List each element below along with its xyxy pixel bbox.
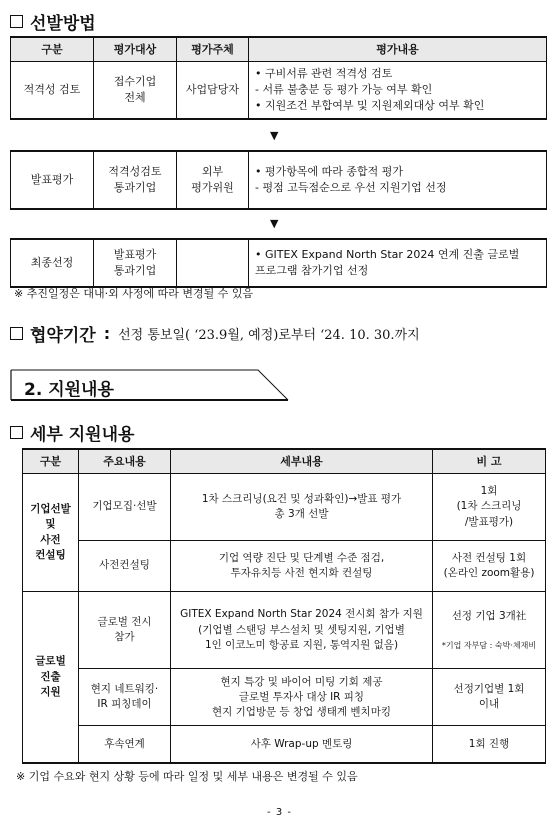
checkbox-square-icon bbox=[10, 426, 23, 439]
contract-colon: : bbox=[103, 324, 111, 343]
section-title-box bbox=[10, 369, 290, 402]
support-note: ※ 기업 수요와 현지 상황 등에 따라 일정 및 세부 내용은 변경될 수 있음 bbox=[16, 770, 358, 783]
selection-heading bbox=[10, 9, 96, 34]
header-item: 주요내용 bbox=[79, 449, 171, 474]
row-target: 발표평가 통과기업 bbox=[94, 239, 177, 287]
checkbox-square-icon bbox=[10, 15, 23, 28]
selection-row-table bbox=[10, 238, 547, 288]
selection-table bbox=[10, 36, 547, 120]
row-content: • 구비서류 관련 적격성 검토 - 서류 불충분 등 평가 가능 여부 확인 • 지원조건 부합여부 및 지원제외대상 여부 확인 bbox=[249, 62, 547, 120]
group-label-1: 기업선발 및 사전 컨설팅 bbox=[23, 474, 79, 592]
contract-value: 선정 통보일( ‘23.9월, 예정)로부터 ‘24. 10. 30.까지 bbox=[118, 328, 420, 343]
row-stage: 발표평가 bbox=[11, 151, 94, 209]
row-remark-cell bbox=[433, 592, 546, 669]
header-stage: 구분 bbox=[11, 37, 94, 62]
contract-label: 협약기간 bbox=[30, 326, 96, 346]
row-item: 글로벌 전시 참가 bbox=[79, 592, 171, 669]
row-detail: 현지 특강 및 바이어 미팅 기회 제공 글로벌 투자사 대상 IR 피칭 현지 기업방문 등 창업 생태계 벤치마킹 bbox=[171, 669, 433, 726]
row-target: 적격성검토 통과기업 bbox=[94, 151, 177, 209]
group-label-2: 글로벌 진출 지원 bbox=[23, 592, 79, 764]
row-content: • 평가항목에 따라 종합적 평가 - 평점 고득점순으로 우선 지원기업 선정 bbox=[249, 151, 547, 209]
row-stage: 적격성 검토 bbox=[11, 62, 94, 120]
section-title: 2. 지원내용 bbox=[24, 380, 114, 400]
table-row bbox=[23, 669, 546, 726]
row-item: 사전컨설팅 bbox=[79, 541, 171, 592]
selection-heading-text: 선발방법 bbox=[30, 14, 96, 34]
row-detail: 사후 Wrap-up 멘토링 bbox=[171, 726, 433, 764]
selection-note: ※ 추진일정은 대내·외 사정에 따라 변경될 수 있음 bbox=[14, 287, 254, 300]
support-header-row bbox=[23, 449, 546, 474]
table-row bbox=[11, 239, 547, 287]
row-remark: 사전 컨설팅 1회 (온라인 zoom활용) bbox=[433, 541, 546, 592]
row-item: 기업모집·선발 bbox=[79, 474, 171, 541]
header-target: 평가대상 bbox=[94, 37, 177, 62]
contract-period bbox=[10, 321, 420, 346]
down-arrow-icon: ▼ bbox=[270, 217, 279, 230]
header-category: 구분 bbox=[23, 449, 79, 474]
support-heading bbox=[10, 420, 134, 445]
row-detail: GITEX Expand North Star 2024 전시회 참가 지원 (기업별 스탠딩 부스설치 및 셋팅지원, 기업별 1인 이코노미 항공료 지원, 통역지원 없음) bbox=[171, 592, 433, 669]
row-detail: 1차 스크리닝(요건 및 성과확인)→발표 평가 총 3개 선발 bbox=[171, 474, 433, 541]
support-heading-text: 세부 지원내용 bbox=[30, 425, 135, 445]
header-remark: 비 고 bbox=[433, 449, 546, 474]
table-row bbox=[23, 726, 546, 764]
table-row bbox=[23, 474, 546, 541]
table-row bbox=[11, 151, 547, 209]
row-detail: 기업 역량 진단 및 단계별 수준 점검, 투자유치등 사전 현지화 컨설팅 bbox=[171, 541, 433, 592]
header-evaluator: 평가주체 bbox=[177, 37, 249, 62]
row-remark: 선정기업별 1회 이내 bbox=[433, 669, 546, 726]
table-row bbox=[23, 541, 546, 592]
down-arrow-icon: ▼ bbox=[270, 129, 279, 142]
row-item: 후속연계 bbox=[79, 726, 171, 764]
support-table bbox=[22, 448, 546, 764]
table-row bbox=[23, 592, 546, 669]
selection-header-row bbox=[11, 37, 547, 62]
row-evaluator: 사업담당자 bbox=[177, 62, 249, 120]
row-remark: 선정 기업 3개社 bbox=[451, 610, 527, 623]
table-row bbox=[11, 62, 547, 120]
checkbox-square-icon bbox=[10, 327, 23, 340]
header-detail: 세부내용 bbox=[171, 449, 433, 474]
row-evaluator: 외부 평가위원 bbox=[177, 151, 249, 209]
row-stage: 최종선정 bbox=[11, 239, 94, 287]
selection-row-table bbox=[10, 150, 547, 210]
row-remark: 1회 진행 bbox=[433, 726, 546, 764]
page-number: - 3 - bbox=[267, 807, 292, 818]
row-remark: 1회 (1차 스크리닝 /발표평가) bbox=[433, 474, 546, 541]
header-content: 평가내용 bbox=[249, 37, 547, 62]
row-content: • GITEX Expand North Star 2024 연계 진출 글로벌 프로그램 참가기업 선정 bbox=[249, 239, 547, 287]
row-item: 현지 네트워킹· IR 피칭데이 bbox=[79, 669, 171, 726]
row-target: 접수기업 전체 bbox=[94, 62, 177, 120]
row-remark-note: *기업 자부담 : 숙박·체재비 bbox=[441, 640, 537, 650]
row-evaluator bbox=[177, 239, 249, 287]
